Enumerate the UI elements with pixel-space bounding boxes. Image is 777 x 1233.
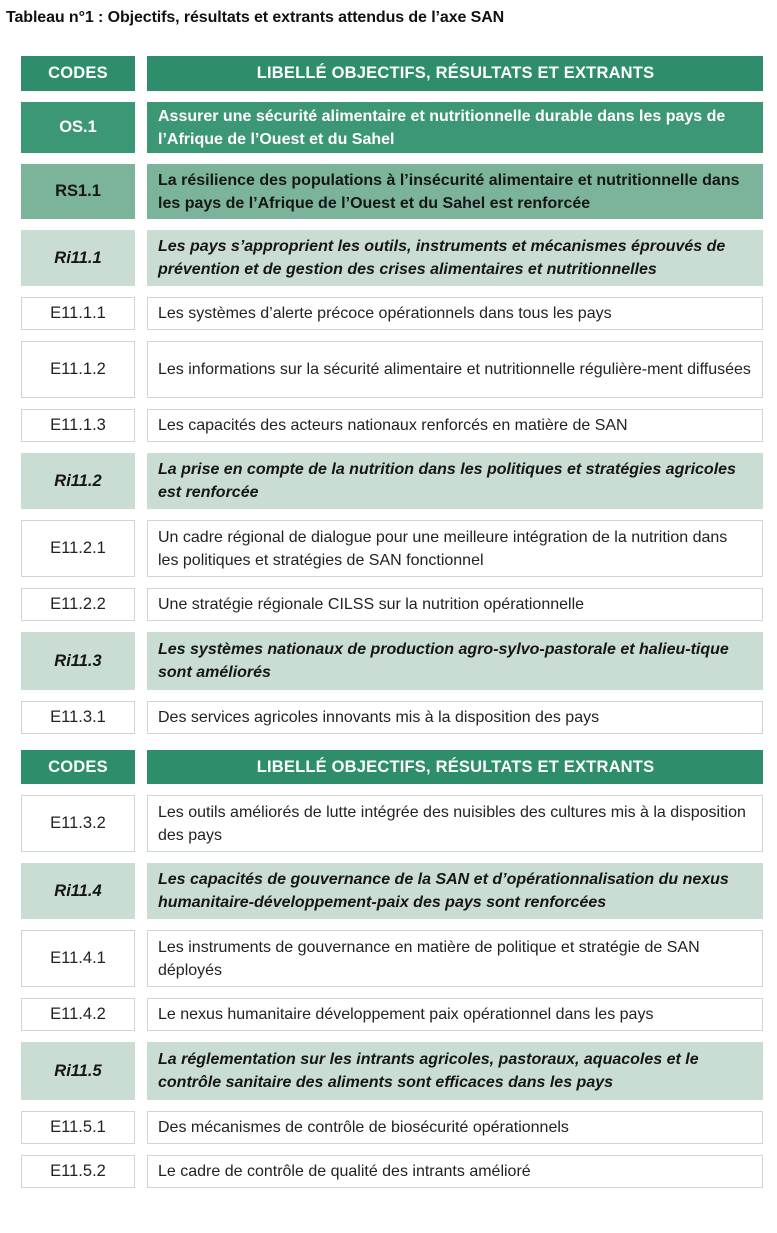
row-label: Les outils améliorés de lutte intégrée des nuisibles des cultures mis à la disposition des pays — [147, 795, 763, 852]
row-code: RS1.1 — [21, 164, 135, 219]
row-label: Les systèmes d’alerte précoce opérationnels dans tous les pays — [147, 297, 763, 330]
table-row — [21, 863, 763, 919]
row-code: E11.1.3 — [21, 409, 135, 442]
row-code: E11.1.1 — [21, 297, 135, 330]
table-row — [21, 1111, 763, 1144]
row-label: Une stratégie régionale CILSS sur la nutrition opérationnelle — [147, 588, 763, 621]
row-code: E11.2.1 — [21, 520, 135, 577]
row-label: Les informations sur la sécurité alimentaire et nutritionnelle régulière-ment diffusées — [147, 341, 763, 398]
table-row — [21, 453, 763, 509]
row-code: E11.3.2 — [21, 795, 135, 852]
row-code: E11.4.1 — [21, 930, 135, 987]
table-row — [21, 1155, 763, 1188]
row-label: La résilience des populations à l’insécurité alimentaire et nutritionnelle dans les pays de l’Afrique de l’Ouest et du Sahel est renforcée — [147, 164, 763, 219]
row-label: La réglementation sur les intrants agricoles, pastoraux, aquacoles et le contrôle sanitaire des aliments sont efficaces dans les pays — [147, 1042, 763, 1100]
row-code: Ri11.2 — [21, 453, 135, 509]
table-row — [21, 588, 763, 621]
header-label: LIBELLÉ OBJECTIFS, RÉSULTATS ET EXTRANTS — [147, 750, 763, 784]
row-code: E11.5.1 — [21, 1111, 135, 1144]
row-code: E11.5.2 — [21, 1155, 135, 1188]
table-row — [21, 164, 763, 219]
table-row — [21, 520, 763, 577]
row-label: Les pays s’approprient les outils, instruments et mécanismes éprouvés de prévention et de gestion des crises alimentaires et nutritionnelles — [147, 230, 763, 286]
row-label: Le nexus humanitaire développement paix opérationnel dans les pays — [147, 998, 763, 1031]
row-label: Un cadre régional de dialogue pour une meilleure intégration de la nutrition dans les politiques et stratégies de SAN fonctionnel — [147, 520, 763, 577]
row-label: Les systèmes nationaux de production agro-sylvo-pastorale et halieu-tique sont améliorés — [147, 632, 763, 690]
row-code: Ri11.5 — [21, 1042, 135, 1100]
row-label: Des mécanismes de contrôle de biosécurité opérationnels — [147, 1111, 763, 1144]
row-code: Ri11.1 — [21, 230, 135, 286]
row-label: Assurer une sécurité alimentaire et nutritionnelle durable dans les pays de l’Afrique de l’Ouest et du Sahel — [147, 102, 763, 153]
row-label: Les capacités de gouvernance de la SAN et d’opérationnalisation du nexus humanitaire-développement-paix des pays sont renforcées — [147, 863, 763, 919]
table-header — [21, 56, 763, 91]
row-code: E11.3.1 — [21, 701, 135, 734]
row-code: OS.1 — [21, 102, 135, 153]
table-row — [21, 341, 763, 398]
row-code: Ri11.4 — [21, 863, 135, 919]
table-row — [21, 230, 763, 286]
row-label: La prise en compte de la nutrition dans les politiques et stratégies agricoles est renforcée — [147, 453, 763, 509]
table-row — [21, 102, 763, 153]
header-label: LIBELLÉ OBJECTIFS, RÉSULTATS ET EXTRANTS — [147, 56, 763, 91]
table-header-continued — [21, 750, 763, 784]
table-row — [21, 998, 763, 1031]
row-code: Ri11.3 — [21, 632, 135, 690]
header-codes: CODES — [21, 56, 135, 91]
table-row — [21, 701, 763, 734]
row-code: E11.2.2 — [21, 588, 135, 621]
table-row — [21, 930, 763, 987]
row-code: E11.4.2 — [21, 998, 135, 1031]
objectives-table — [21, 56, 763, 1199]
header-codes: CODES — [21, 750, 135, 784]
table-row — [21, 795, 763, 852]
table-row — [21, 409, 763, 442]
row-label: Des services agricoles innovants mis à la disposition des pays — [147, 701, 763, 734]
table-row — [21, 297, 763, 330]
table-row — [21, 632, 763, 690]
row-code: E11.1.2 — [21, 341, 135, 398]
row-label: Les capacités des acteurs nationaux renforcés en matière de SAN — [147, 409, 763, 442]
table-row — [21, 1042, 763, 1100]
table-title: Tableau n°1 : Objectifs, résultats et extrants attendus de l’axe SAN — [6, 9, 505, 26]
row-label: Les instruments de gouvernance en matière de politique et stratégie de SAN déployés — [147, 930, 763, 987]
row-label: Le cadre de contrôle de qualité des intrants amélioré — [147, 1155, 763, 1188]
